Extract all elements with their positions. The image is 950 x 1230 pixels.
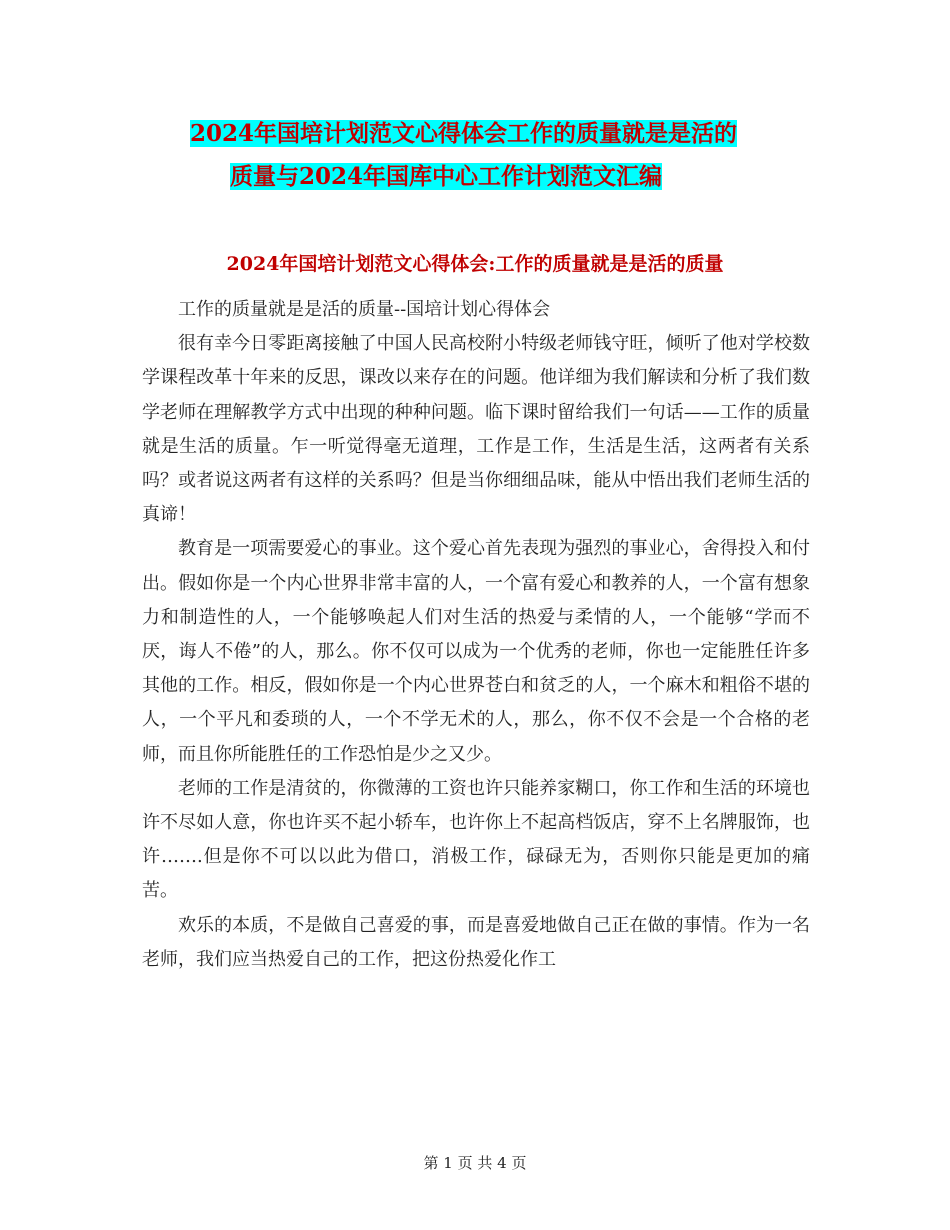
document-title-line-1: 2024年国培计划范文心得体会工作的质量就是是活的 <box>190 120 738 147</box>
document-body <box>142 293 810 977</box>
page-footer: 第 1 页 共 4 页 <box>423 1154 527 1172</box>
document-title-line-2: 质量与2024年国库中心工作计划范文汇编 <box>230 163 663 190</box>
paragraph: 教育是一项需要爱心的事业。这个爱心首先表现为强烈的事业心，舍得投入和付出。假如你是一个内心世界非常丰富的人，一个富有爱心和教养的人，一个富有想象力和制造性的人，一个能够唤起人们对生活的热爱与柔情的人，一个能够“学而不厌，诲人不倦”的人，那么。你不仅可以成为一个优秀的老师，你也一定能胜任许多其他的工作。相反，假如你是一个内心世界苍白和贫乏的人，一个麻木和粗俗不堪的人，一个平凡和委琐的人，一个不学无术的人，那么，你不仅不会是一个合格的老师，而且你所能胜任的工作恐怕是少之又少。 <box>142 538 810 765</box>
document-title <box>190 112 810 198</box>
section-title: 2024年国培计划范文心得体会:工作的质量就是是活的质量 <box>226 253 724 275</box>
paragraph: 欢乐的本质，不是做自己喜爱的事，而是喜爱地做自己正在做的事情。作为一名老师，我们应当热爱自己的工作，把这份热爱化作工 <box>142 914 810 970</box>
paragraph: 工作的质量就是是活的质量--国培计划心得体会 <box>178 299 551 320</box>
paragraph: 老师的工作是清贫的，你微薄的工资也许只能养家糊口，你工作和生活的环境也许不尽如人意，你也许买不起小轿车，也许你上不起高档饭店，穿不上名牌服饰，也许…….但是你不可以以此为借口，消极工作，碌碌无为，否则你只能是更加的痛苦。 <box>142 777 810 902</box>
paragraph: 很有幸今日零距离接触了中国人民高校附小特级老师钱守旺，倾听了他对学校数学课程改革十年来的反思，课改以来存在的问题。他详细为我们解读和分析了我们数学老师在理解教学方式中出现的种种问题。临下课时留给我们一句话——工作的质量就是生活的质量。乍一听觉得毫无道理，工作是工作，生活是生活，这两者有关系吗？或者说这两者有这样的关系吗？但是当你细细品味，能从中悟出我们老师生活的真谛！ <box>142 333 810 526</box>
